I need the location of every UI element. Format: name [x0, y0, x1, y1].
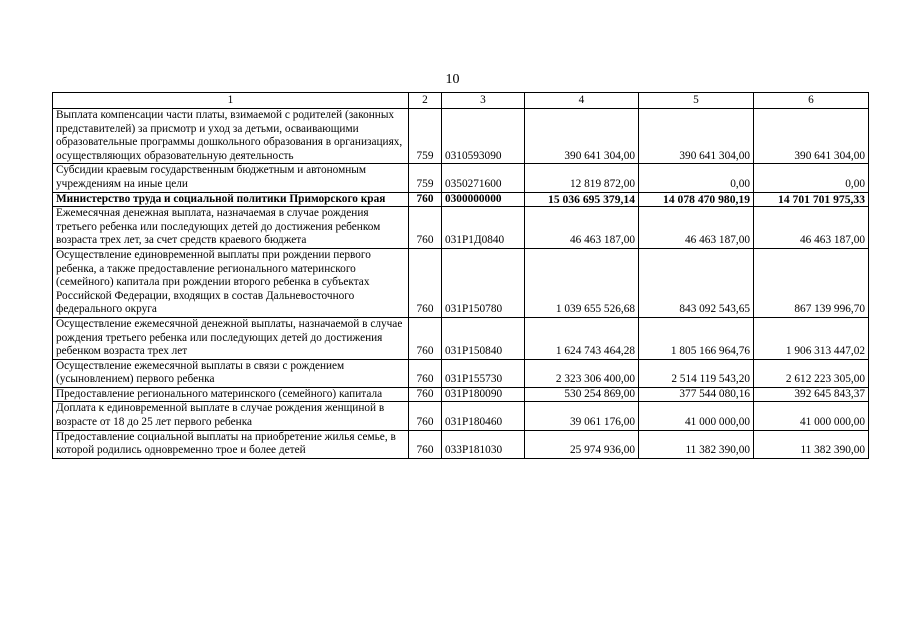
row-amount-col4: 390 641 304,00 [525, 109, 639, 164]
row-amount-col6: 14 701 701 975,33 [754, 192, 869, 207]
column-header: 1 [53, 93, 409, 109]
table-row [53, 359, 869, 387]
row-csr-code: 031P180460 [442, 402, 525, 430]
row-amount-col6: 867 139 996,70 [754, 248, 869, 317]
row-amount-col6: 2 612 223 305,00 [754, 359, 869, 387]
row-amount-col5: 1 805 166 964,76 [639, 317, 754, 359]
column-header: 5 [639, 93, 754, 109]
table-row [53, 402, 869, 430]
row-csr-code: 031P1Д0840 [442, 207, 525, 249]
row-name: Предоставление социальной выплаты на приобретение жилья семье, в которой родились одновременно трое и более детей [53, 430, 409, 458]
row-name: Министерство труда и социальной политики Приморского края [53, 192, 409, 207]
table-row-total [53, 192, 869, 207]
row-name: Осуществление ежемесячной денежной выплаты, назначаемой в случае рождения третьего ребенка или последующих детей до достижения ребенком возраста трех лет [53, 317, 409, 359]
row-amount-col5: 0,00 [639, 164, 754, 192]
row-amount-col6: 11 382 390,00 [754, 430, 869, 458]
row-name: Предоставление регионального материнского (семейного) капитала [53, 387, 409, 402]
row-name: Доплата к единовременной выплате в случае рождения женщиной в возрасте от 18 до 25 лет первого ребенка [53, 402, 409, 430]
table-row [53, 430, 869, 458]
column-header: 3 [442, 93, 525, 109]
column-header: 2 [409, 93, 442, 109]
row-gr-code: 760 [409, 359, 442, 387]
table-row [53, 164, 869, 192]
row-amount-col4: 1 039 655 526,68 [525, 248, 639, 317]
row-csr-code: 0310593090 [442, 109, 525, 164]
row-amount-col4: 46 463 187,00 [525, 207, 639, 249]
row-amount-col4: 2 323 306 400,00 [525, 359, 639, 387]
table-header-row [53, 93, 869, 109]
row-csr-code: 0300000000 [442, 192, 525, 207]
row-amount-col5: 2 514 119 543,20 [639, 359, 754, 387]
row-amount-col5: 390 641 304,00 [639, 109, 754, 164]
row-amount-col4: 12 819 872,00 [525, 164, 639, 192]
row-gr-code: 760 [409, 317, 442, 359]
row-amount-col5: 14 078 470 980,19 [639, 192, 754, 207]
row-amount-col4: 15 036 695 379,14 [525, 192, 639, 207]
row-name: Выплата компенсации части платы, взимаемой с родителей (законных представителей) за присмотр и уход за детьми, осваивающими образовательные программы дошкольного образования в организациях, осуществляющих образовательную деятельность [53, 109, 409, 164]
table-row [53, 207, 869, 249]
row-amount-col6: 1 906 313 447,02 [754, 317, 869, 359]
column-header: 4 [525, 93, 639, 109]
row-csr-code: 031P150780 [442, 248, 525, 317]
table-row [53, 317, 869, 359]
row-amount-col4: 39 061 176,00 [525, 402, 639, 430]
row-gr-code: 760 [409, 192, 442, 207]
table-row [53, 387, 869, 402]
row-amount-col6: 390 641 304,00 [754, 109, 869, 164]
table-row [53, 109, 869, 164]
row-gr-code: 760 [409, 387, 442, 402]
row-name: Осуществление ежемесячной выплаты в связи с рождением (усыновлением) первого ребенка [53, 359, 409, 387]
row-amount-col5: 843 092 543,65 [639, 248, 754, 317]
row-amount-col6: 41 000 000,00 [754, 402, 869, 430]
budget-table [52, 92, 869, 459]
row-csr-code: 031P150840 [442, 317, 525, 359]
row-csr-code: 031P155730 [442, 359, 525, 387]
row-amount-col5: 41 000 000,00 [639, 402, 754, 430]
row-csr-code: 0350271600 [442, 164, 525, 192]
row-gr-code: 760 [409, 248, 442, 317]
row-amount-col6: 392 645 843,37 [754, 387, 869, 402]
column-header: 6 [754, 93, 869, 109]
row-name: Осуществление единовременной выплаты при рождении первого ребенка, а также предоставление регионального материнского (семейного) капитала при рождении второго ребенка в субъектах Российской Федерации, входящих в состав Дальневосточного федерального округа [53, 248, 409, 317]
table-row [53, 248, 869, 317]
row-name: Субсидии краевым государственным бюджетным и автономным учреждениям на иные цели [53, 164, 409, 192]
row-amount-col5: 377 544 080,16 [639, 387, 754, 402]
page-number: 10 [445, 72, 460, 87]
row-amount-col5: 11 382 390,00 [639, 430, 754, 458]
row-gr-code: 760 [409, 207, 442, 249]
row-name: Ежемесячная денежная выплата, назначаемая в случае рождения третьего ребенка или последующих детей до достижения ребенком возраста трех лет, за счет средств краевого бюджета [53, 207, 409, 249]
row-amount-col4: 25 974 936,00 [525, 430, 639, 458]
row-gr-code: 759 [409, 109, 442, 164]
row-gr-code: 760 [409, 402, 442, 430]
row-amount-col4: 530 254 869,00 [525, 387, 639, 402]
row-csr-code: 033P181030 [442, 430, 525, 458]
row-amount-col4: 1 624 743 464,28 [525, 317, 639, 359]
row-amount-col5: 46 463 187,00 [639, 207, 754, 249]
row-amount-col6: 0,00 [754, 164, 869, 192]
row-csr-code: 031P180090 [442, 387, 525, 402]
row-gr-code: 759 [409, 164, 442, 192]
row-gr-code: 760 [409, 430, 442, 458]
row-amount-col6: 46 463 187,00 [754, 207, 869, 249]
